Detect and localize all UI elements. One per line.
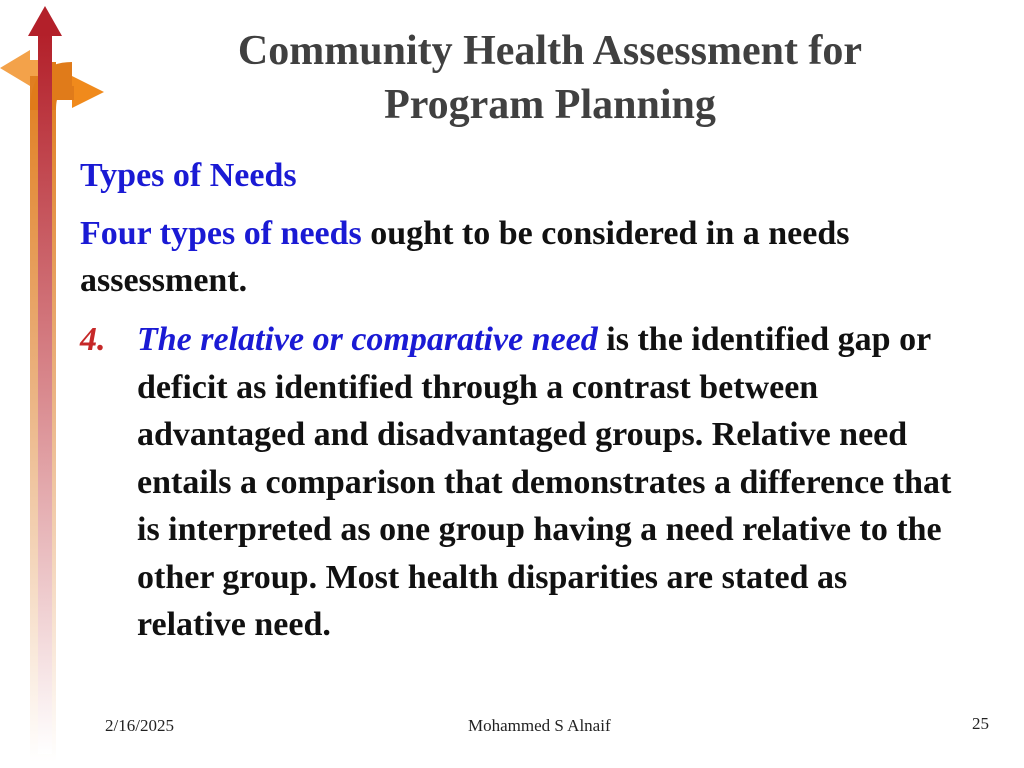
left-arrow-icon [0,50,30,86]
footer-author: Mohammed S Alnaif [468,716,611,735]
intro-paragraph [80,210,940,304]
red-bar [38,34,52,754]
intro-text: ought to be considered in a needs assessment. [80,215,850,299]
up-arrow-icon [28,6,62,36]
intro-highlight: Four types of needs [80,215,362,252]
numbered-item [80,316,960,649]
section-heading: Types of Needs [80,157,297,194]
item-body [137,316,960,649]
item-number: 4. [80,321,106,358]
item-term: The relative or comparative need [137,321,598,358]
page-number: 25 [972,714,989,733]
slide-title [150,24,950,132]
title-line-1: Community Health Assessment for [237,28,863,74]
right-arrow-icon [72,76,104,108]
title-line-2: Program Planning [384,82,716,128]
item-text: is the identified gap or deficit as identified through a contrast between advantaged and disadvantaged groups. Relative need entails a comparison that demonstrates a difference that is interpreted as one group having a need relative to the other group. Most health disparities are stated as relative need. [137,321,952,643]
footer-date: 2/16/2025 [105,716,174,735]
